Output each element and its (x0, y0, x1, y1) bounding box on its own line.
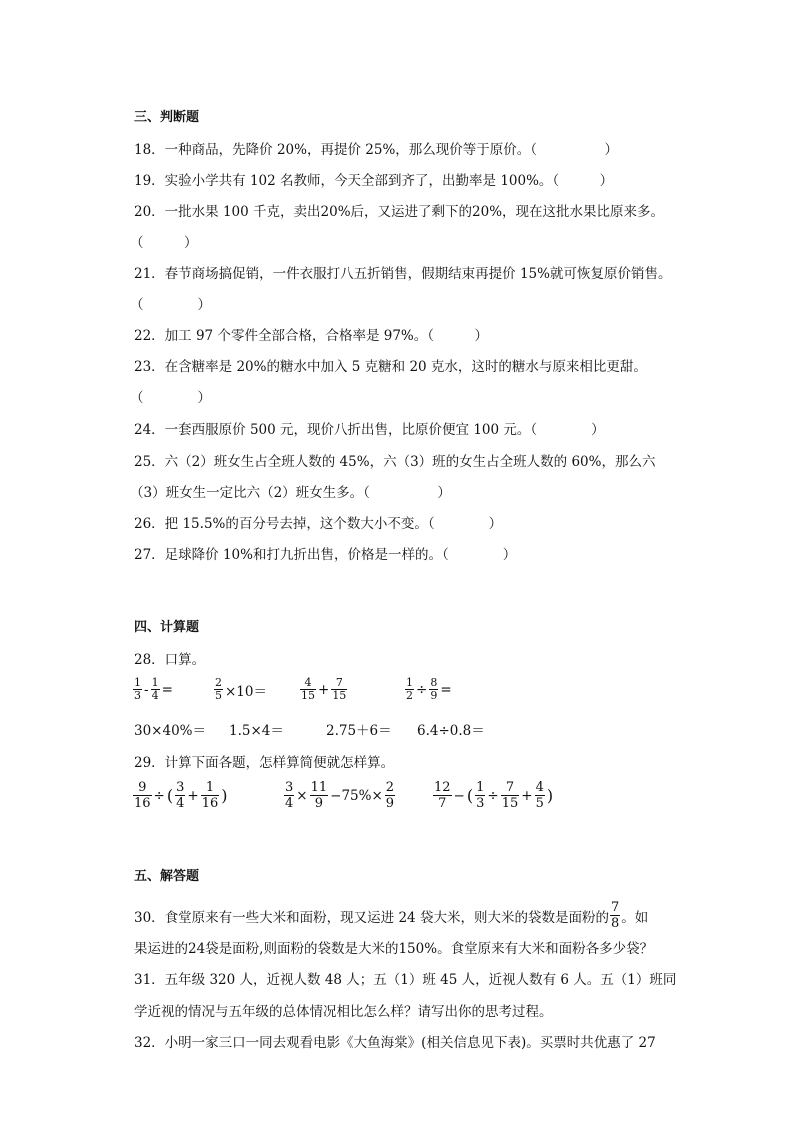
question-21-answer-paren: （ ） (130, 297, 211, 313)
question-27: 27．足球降价 10%和打九折出售，价格是一样的。（ ） (134, 547, 517, 563)
section-heading-judgement: 三、判断题 (134, 110, 200, 125)
calc-expr-1: $\frac{9}{16}$ ÷ ( 3 4 + $\frac{1}{16}$ ) (134, 780, 228, 811)
section-heading-word-problems: 五、解答题 (134, 869, 200, 884)
question-21: 21．春节商场搞促销，一件衣服打八五折销售，假期结束再提价 15%就可恢复原价销售。 (134, 266, 672, 282)
question-24: 24．一套西服原价 500 元，现价八折出售，比原价便宜 100 元。（ ） (134, 422, 605, 438)
section-heading-calculation: 四、计算题 (134, 620, 200, 635)
question-30-line2: 果运进的24袋是面粉,则面粉的袋数是大米的150%。食堂原来有大米和面粉各多少袋？ (134, 941, 654, 957)
oral-expr-1: 1 3 - $\frac{1}{4}$ = (134, 676, 173, 702)
question-25-cont: （3）班女生一定比六（2）班女生多。（ ） (130, 485, 451, 501)
question-29: 29．计算下面各题，怎样算简便就怎样算。 (134, 755, 395, 771)
question-20: 20．一批水果 100 千克，卖出20%后，又运进了剩下的20%，现在这批水果比原来多。 (134, 204, 665, 220)
question-20-answer-paren: （ ） (130, 235, 198, 251)
question-28: 28．口算。 (134, 652, 206, 668)
question-31-line1: 31．五年级 320 人，近视人数 48 人；五（1）班 45 人，近视人数有 6 人。五（1）班同 (134, 972, 677, 988)
calc-expr-3: 12 7 − ( $\frac{1}{3}$ ÷ $\frac{7}{15}$ + $\frac{4}{5}$ ) (434, 780, 554, 811)
question-23-answer-paren: （ ） (130, 390, 211, 406)
question-18: 18．一种商品，先降价 20%，再提价 25%，那么现价等于原价。（ ） (134, 142, 619, 158)
question-22: 22．加工 97 个零件全部合格，合格率是 97%。（ ） (134, 328, 488, 344)
oral-expr-2: $\frac{2}{5}$ ×10＝ (215, 676, 267, 702)
question-30-line1: 30．食堂原来有一些大米和面粉，现又运进 24 袋大米，则大米的袋数是面粉的 7 8 。如 (134, 900, 649, 931)
question-23: 23．在含糖率是 20%的糖水中加入 5 克糖和 20 克水，这时的糖水与原来相比更甜。 (134, 359, 647, 375)
question-26: 26．把 15.5%的百分号去掉，这个数大小不变。（ ） (134, 516, 503, 532)
question-32-line1: 32．小明一家三口一同去观看电影《大鱼海棠》(相关信息见下表)。买票时共优惠了 27 (134, 1035, 656, 1051)
oral-expr-4: $\frac{1}{2}$ ÷ $\frac{8}{9}$ = (406, 676, 452, 702)
oral-row2-1: 30×40%＝ (134, 723, 206, 739)
oral-row2-4: 6.4÷0.8＝ (417, 723, 485, 739)
calc-expr-2: $\frac{3}{4}$ × $\frac{11}{9}$ −75%× $\frac{2}{9}$ (285, 780, 395, 811)
oral-row2-3: 2.75＋6＝ (326, 723, 392, 739)
question-31-line2: 学近视的情况与五年级的总体情况相比怎么样？请写出你的思考过程。 (134, 1004, 553, 1020)
question-25: 25．六（2）班女生占全班人数的 45%，六（3）班的女生占全班人数的 60%，那么六 (134, 454, 656, 470)
question-19: 19．实验小学共有 102 名教师，今天全部到齐了，出勤率是 100%。（ ） (134, 173, 614, 189)
oral-row2-2: 1.5×4＝ (229, 723, 284, 739)
oral-expr-3: 4 15 + $\frac{7}{15}$ (301, 676, 347, 702)
